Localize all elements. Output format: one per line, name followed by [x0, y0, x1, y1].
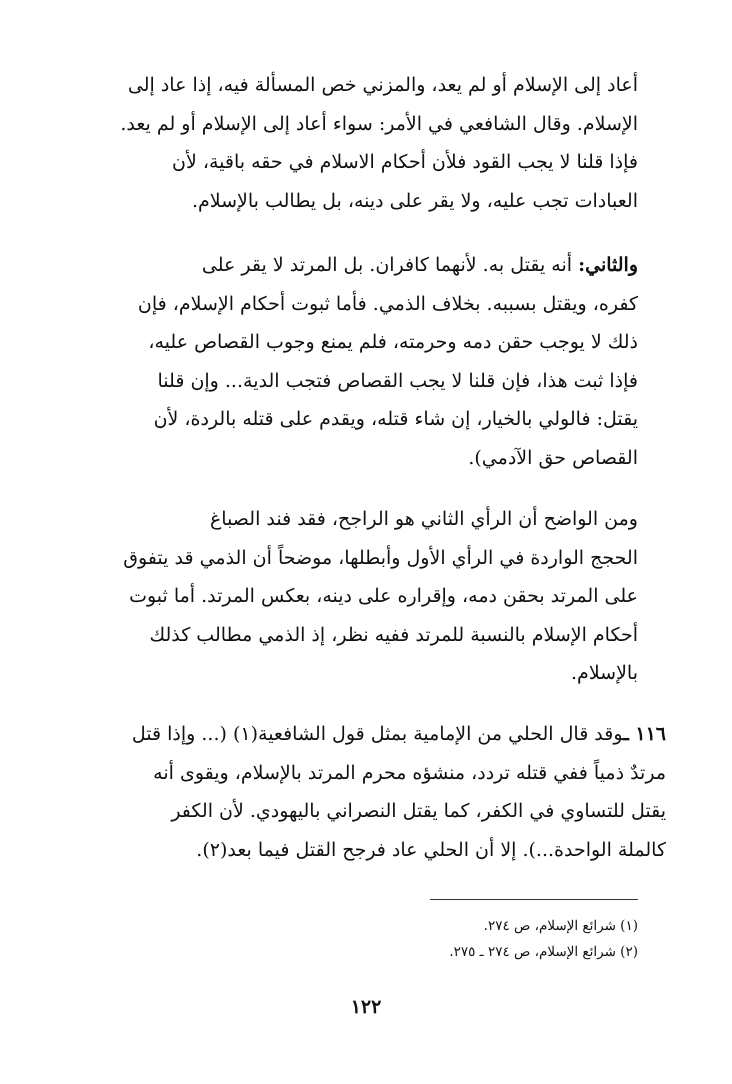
section-number: ١١٦ ـ — [623, 723, 666, 745]
text-line-rest: وقد قال الحلي من الإمامية بمثل قول الشافعية(١) (... وإذا قتل — [131, 723, 624, 745]
text-line: يقتل للتساوي في الكفر، كما يقتل النصراني باليهودي. لأن الكفر — [171, 800, 666, 822]
text-line: العبادات تجب عليه، ولا يقر على دينه، بل يطالب بالإسلام. — [191, 189, 638, 212]
paragraph-2 — [78, 246, 638, 477]
text-line-rest: أنه يقتل به. لأنهما كافران. بل المرتد لا يقر على — [201, 254, 579, 276]
text-line: فإذا قلنا لا يجب القود فلأن أحكام الاسلام في حقه باقية، لأن — [172, 151, 638, 173]
text-line: ذلك لا يوجب حقن دمه وحرمته، فلم يمنع وجوب القصاص عليه، — [148, 331, 638, 353]
footnote-divider — [430, 899, 638, 900]
text-line: كالملة الواحدة...). إلا أن الحلي عاد فرجح القتل فيما بعد(٢). — [196, 838, 666, 861]
text-line: الحجج الواردة في الرأي الأول وأبطلها، موضحاً أن الذمي قد يتفوق — [123, 546, 638, 569]
text-line: الإسلام. وقال الشافعي في الأمر: سواء أعاد إلى الإسلام أو لم يعد. — [120, 112, 638, 135]
footnote-1: (١) شرائع الإسلام، ص ٢٧٤. — [483, 918, 638, 934]
text-line: كفره، ويقتل بسببه. بخلاف الذمي. فأما ثبوت أحكام الإسلام، فإن — [137, 292, 638, 315]
text-line: فإذا ثبت هذا، فإن قلنا لا يجب القصاص فتجب الدية... وإن قلنا — [157, 369, 638, 392]
text-line: يقتل: فالولي بالخيار، إن شاء قتله، ويقدم على قتله بالردة، لأن — [153, 408, 638, 430]
text-line: على المرتد بحقن دمه، وإقراره على دينه، بعكس المرتد. أما ثبوت — [129, 585, 638, 607]
text-line: أعاد إلى الإسلام أو لم يعد، والمزني خص المسألة فيه، إذا عاد إلى — [127, 74, 638, 96]
text-line — [78, 246, 638, 285]
paragraph-1 — [78, 66, 638, 220]
text-line: القصاص حق الآدمي). — [468, 446, 638, 469]
text-line: ومن الواضح أن الرأي الثاني هو الراجح، فقد فند الصباغ — [209, 508, 638, 530]
paragraph-116 — [78, 715, 666, 869]
footnote-2: (٢) شرائع الإسلام، ص ٢٧٤ ـ ٢٧٥. — [449, 944, 638, 960]
text-line — [78, 715, 666, 754]
page-number: ١٢٢ — [350, 996, 382, 1018]
text-line: بالإسلام. — [571, 662, 638, 684]
paragraph-3 — [78, 500, 638, 693]
text-line: أحكام الإسلام بالنسبة للمرتد ففيه نظر، إذ الذمي مطالب كذلك — [149, 623, 638, 646]
lead-word: والثاني: — [578, 254, 638, 276]
text-line: مرتدٌ ذمياً ففي قتله تردد، منشؤه محرم المرتد بالإسلام، ويقوى أنه — [153, 761, 666, 784]
